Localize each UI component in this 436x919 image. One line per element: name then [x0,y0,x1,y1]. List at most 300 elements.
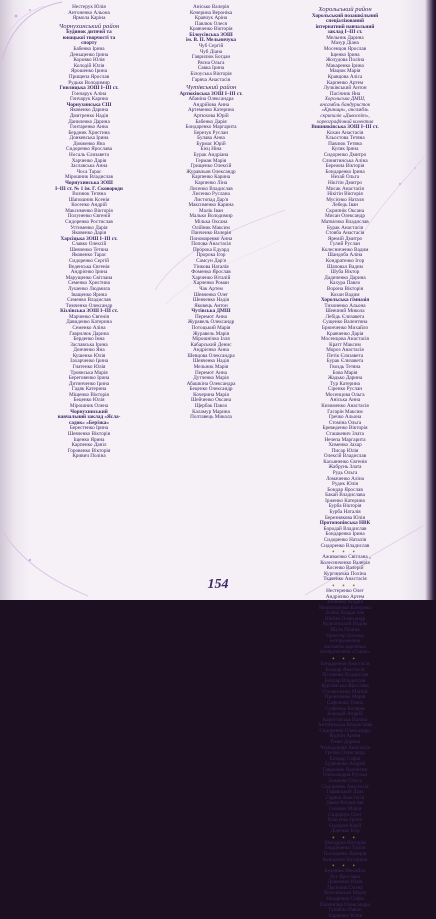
section-separator: • • • [332,862,358,871]
student-name: Іщенко Ярина [73,436,105,443]
student-name: Поліщенко Валерія [323,851,367,857]
school-heading: Кізлівська ЗОШ I–III ст. [60,308,118,315]
student-name: Донченко Яна [73,347,105,354]
student-name: Журавель Олександр [187,319,235,326]
student-name: Береговенко Ірина [68,375,110,382]
student-name: Бондаренко Ірина [325,531,365,538]
student-name: Карпенко Даніл [71,442,107,449]
student-name: Ломаченко Аліна [326,475,364,482]
student-name: Сидоренко Владислав [320,542,370,549]
student-name: Довженко Яна [73,140,105,147]
district-heading: Хорольський район [318,6,372,13]
student-name: Карпенко Ліна [194,179,228,186]
student-name: Тур Катерина [330,380,360,387]
school-heading: Харсіцька ЗОШ I–III ст. [60,235,118,242]
column-middle [146,5,276,577]
student-name: Касьяненко Євгенія [323,458,367,465]
student-name: Бережна Вікторія [325,163,365,170]
student-name: Артеменко Катерина [188,107,234,114]
student-name: Чуб Діана [199,48,223,55]
student-name: Журавльов Олександр [186,168,236,175]
student-name: Мірошнічко Ілля [192,336,230,343]
student-name: Кравцова Аліса [327,73,363,80]
student-name: Бондар Анастасія [325,666,365,673]
student-name: Кохан Вадим [330,291,360,298]
ensemble-note: Хорольська ДМШ, [324,96,366,103]
student-name: Писар Юлія [331,447,359,454]
school-heading: заклад I–III ст. [327,29,363,36]
student-name: Шабан Олександр [324,615,366,622]
student-name: Бабенко Ірина [73,46,105,53]
student-name: Гончарук Аліна [71,90,107,97]
student-name: Бондаренко Маргарита [185,124,237,131]
student-name: Журавель Марія [192,330,230,337]
student-name: Максименко Вікторія [65,207,113,214]
student-name: Андрієнко Артем [325,593,365,600]
student-name: Хльостова Тетяна [325,135,365,142]
student-name: Нестеренко Олег [326,587,364,594]
student-name: Харченко Роман [193,280,229,287]
student-name: Пшеничка Олександра [319,901,371,908]
student-name: Ярмола Каріна [72,15,106,22]
student-name: Мазур Діана [331,40,359,47]
school-heading: Будинок дитячої та [66,29,112,36]
student-name: Бурак Єлизавета [326,358,364,365]
student-name: Яковенко Дарина [69,107,109,114]
student-name: Бурак Андріана [193,152,229,159]
student-name: Тупайло Павло [328,907,362,914]
student-name: Перемот Анна [195,313,227,320]
student-name: Жадько Дарина [327,375,363,382]
student-name: Хименко Захар [328,442,362,449]
student-name: Бондар Владислав [324,677,366,684]
student-name: Полуненко Євгеній [67,213,111,220]
student-name: Яковенко Дарія [71,230,107,237]
student-name: Доренко Ігор [330,828,360,835]
student-name: Кочерина Марія [193,391,229,398]
student-name: Гнатенко Юлія [72,364,106,371]
student-name: Деньщенко Ірина [69,51,109,58]
student-name: Мосенцов Ярослав [323,46,367,53]
student-name: Мисак Анастасія [326,185,364,192]
student-name: Гвоздь Тетяна [329,364,361,371]
student-name: Шевцова Олександра [187,352,235,359]
student-name: Максименко Карина [188,202,234,209]
student-name: Шандоба Аліна [327,252,363,259]
student-name: Колесниченко Вадим [321,246,369,253]
student-name: Бондар Софія [329,755,361,762]
student-name: Харченко Дарія [71,157,107,164]
student-name: Бабенко Дарія [195,118,227,125]
student-name: Мосенцова Ольга [325,391,365,398]
student-name: Гречко Олександр [325,750,365,757]
student-name: Кравчук Аріна [194,15,228,22]
student-name: Абаніна Олександра [188,96,234,103]
student-name: Малік Іван [199,207,223,214]
student-name: Карпенко Карина [191,174,231,181]
student-name: Іщенко Ірина [330,51,360,58]
student-name: Матвієнко Владислав [321,218,369,225]
student-name: Бієц Ніна [200,146,222,153]
student-name: Кулик Ірина [331,146,359,153]
student-name: Власенко Ірина [327,817,363,824]
student-name: Іващенко Ярина [71,291,107,298]
student-name: Кохан Анастасія [326,129,364,136]
student-name: Курган Артем [329,733,361,740]
student-name: Лебідь Єлизавета [325,313,365,320]
student-name: Скрипнік Оксана [325,207,365,214]
student-name: Гречко Альона [328,414,362,421]
district-heading: Чутівський район [185,84,237,92]
student-name: Брюнченко Михайло [321,324,369,331]
student-name: Петік Єлизавета [326,352,364,359]
student-name: Дадиченко Дарина [324,274,366,281]
student-name: Славко Олексій [71,241,107,248]
student-name: Фоменко Ярослав [191,269,231,276]
student-name: Тімко Дарина [329,739,361,746]
section-separator: • • • [332,833,358,842]
student-name: Бурмас Юрій [196,140,226,147]
school-heading: садок» «Берізка» [69,419,109,426]
student-name: Устименко Дарія [70,224,108,231]
student-name: Заславська Анна [70,163,108,170]
student-name: Бондаренко Анастасія [320,660,370,667]
student-name: Щербак Павло [194,403,228,410]
student-name: Самсун Дар'я [196,258,226,265]
student-name: Андрієнко Анна [193,347,229,354]
school-heading: інтернатний навчальний [315,23,375,30]
student-name: Пророка Ігор [196,252,226,259]
student-name: Донкевська Ірина [69,135,109,142]
student-name: Бурба Наталія [329,509,361,516]
student-name: Лісовенко Владислав [321,672,369,679]
student-name: Давиденко Катерина [66,319,112,326]
student-name: Нечепа Маргарита [324,436,366,443]
student-name: Рудь Ольга [332,470,358,476]
student-name: Сіренко Руслан [327,386,363,393]
ensemble-note: ансамбль бандуристок [319,101,371,108]
student-name: Карпенко Артем [326,79,364,86]
student-name: Захарченко Ірина [69,358,109,365]
school-heading: Протопопівська НВК [319,520,371,527]
student-name: Гаряча Анастасія [191,76,231,83]
student-name: Гаряча Анастасія [325,794,365,801]
student-name: Андрієнко Ірина [70,269,108,276]
student-name: Гадяк Катерина [71,386,107,393]
student-name: Дяюн Владислав [326,800,364,807]
student-name: Лисенко Владислав [189,185,233,192]
student-name: Дутченко Марія [193,375,229,382]
student-name: Тінкова Наталія [193,263,229,270]
student-name: Олександрів Руслан [322,772,368,779]
student-name: Гаврилюк Валентин [322,766,368,773]
student-name: Шаповал Вадим [327,263,363,270]
student-name: Нікітін Дмитро [327,179,363,186]
student-name: Сидоров Юрій [328,822,362,829]
school-heading: Чорнухинська СШ [66,101,112,108]
student-name: Бреведенко Вікторія [322,425,368,432]
student-name: Мілька Оксана [194,218,228,225]
student-name: Рудько Володимир [68,79,110,86]
student-name: Колесниченко Валерія [320,559,370,566]
student-name: Шуть Поліна [330,627,360,634]
student-name: Лебедь Іван [331,202,359,209]
student-name: Сидоренко Ярослава [66,146,112,153]
student-name: Гонтаренко Анна [70,124,108,131]
student-name: Беценко Юлія [73,397,105,404]
student-name: Колодій Юлія [73,62,105,69]
student-name: Марченко Євгенія [68,313,110,320]
student-name: Лисенко Руслана [192,191,230,198]
student-name: Кургинська Поліна [323,570,367,577]
student-name: Стоміна Ольга [328,419,362,426]
student-name: Головко Марія [328,805,362,812]
student-name: Сидоренко Анастасія [321,783,369,790]
student-name: Міщенко Вікторія [69,391,109,398]
student-name: Лучківський Антон [323,85,367,92]
student-name: Коростиська Поліна [322,716,368,723]
column-right [272,5,418,919]
student-name: Назаренко Софія [326,896,364,903]
student-name: Перемот Анна [195,369,227,376]
student-name: Бакай Владислава [325,492,365,499]
student-name: Сущенко Валентина [322,319,368,326]
student-name: Бердник Христина [68,129,110,136]
student-name: Харченко Віталій [191,274,231,281]
student-name: Чуб Сергій [198,43,224,50]
student-name: Шапошник Ксенія [68,196,110,203]
student-name: Гончарук Карина [70,96,108,103]
student-name: Проніченко Марія [324,694,366,701]
student-name: Кахура Павло [329,280,361,287]
student-name: Бойко Владислав [326,610,364,617]
school-heading: спеціалізований [326,18,364,25]
student-name: Троянська Марія [70,369,108,376]
student-name: Семенко Аліна [72,324,106,331]
student-name: Сидоренко Олександра [319,727,371,734]
student-name: Потоцький Марія [191,324,231,331]
school-heading: Чорнухинський [70,408,108,415]
student-name: Харченко Юлія [327,912,363,919]
ensemble-note: «Криниця», ансамбль [321,107,369,114]
student-name: Стовба Анастасія [325,230,365,237]
student-name: Гаврилюк Дарина [69,330,109,337]
student-name: Даниленко Дарина [68,118,110,125]
student-name: Сидорчук Олег [328,811,362,818]
student-name: Бут Ярослава [330,873,360,880]
student-name: Косенко Валерій [326,565,364,572]
section-separator: • • • [332,654,358,663]
student-name: Рясна Ольга [197,59,225,66]
student-name: Березук Руслан [193,129,229,136]
district-heading: Чорнухинський район [58,22,120,30]
student-name: Шевченко Надія [192,297,230,304]
student-name: Білоуська Вікторія [190,70,232,77]
student-name: Семенко Владислав [67,297,111,304]
student-name: Чемодурова Анастасія [320,744,370,751]
student-name: Горовенко Вікторія [67,447,111,454]
student-name: Берестенко Ірина [69,425,109,432]
student-name: Котелевська Марія [324,890,366,897]
student-name: Бондаренко Ірина [325,168,365,175]
student-name: Березнякова Юлія [325,514,365,521]
school-heading: ім. В. П. Мельничука [185,37,237,44]
student-name: Аніська Анна [329,397,361,404]
school-heading: навчальний заклад «Ясла- [57,414,121,421]
student-name: Пономаренко Анна [189,235,233,242]
student-name: Нестерук Юлія [72,4,106,10]
school-heading: Артюхівська ЗОШ I–III ст. [179,90,243,97]
student-name: Мандріна Вікторія [324,839,366,846]
student-name: Чоса Тарас [76,168,102,175]
student-name: Шевченко Олег [193,291,229,298]
student-name: Гагарін Максим [327,408,363,415]
student-name: Пасічник Олена [327,884,363,891]
student-name: Сидоренко Ростислав [65,218,113,225]
student-name: Коніценко Катерина [322,856,368,863]
student-name: Кабарський Денис [190,341,232,348]
student-name: Олексій Владислав [323,453,367,460]
student-name: Нехай Ольга [330,174,359,181]
student-name: Шевченко Тетяна [69,246,109,253]
student-name: Мисан Олександр [325,213,365,220]
student-name: Вознюк Тетяна [72,191,106,198]
student-name: Кравченко Дарія [326,330,364,337]
student-name: Герман Марія [195,157,227,164]
student-name: Полтавець Микола [190,414,232,421]
student-name: Ничипоренко Катерина [319,604,371,611]
student-name: Дмитренко Надія [69,113,109,119]
school-heading: спорту [81,40,97,47]
school-heading: юнацької творчості та [62,34,116,41]
ensemble-note: інструментів [329,638,361,645]
student-name: Ворона Вікторія [326,285,364,292]
student-name: Марущенко Світлана [65,274,113,281]
student-name: Попова Анастасія [191,241,231,248]
student-name: Кратт Максим [329,341,361,348]
student-name: Гаравський Діма [326,789,364,796]
student-name: Слинятинська Аліна [322,157,368,164]
student-name: Мороз Анастасія [326,347,364,354]
student-name: Шевченко Вікторія [67,430,111,437]
student-name: Мірошник Олена [69,403,109,410]
student-name: Кривич Поліна [72,453,106,460]
school-heading: Хорольський позашкільний [311,12,379,19]
school-heading: I–III ст. № 1 ім. Г. Сковороди [55,185,123,192]
student-name: Бурба Вікторія [328,503,362,510]
student-name: Кургинський Вадим [322,621,368,628]
section-separator: • • • [332,548,358,557]
student-name: Веденська Євгенія [68,263,110,270]
student-name: Кравченко Вікторія [189,26,233,33]
school-heading: Хорольська гімназія [320,297,370,304]
student-name: Антонівська Владислава [317,722,373,729]
school-heading: Білоусівська ЗОШ [189,31,233,38]
student-name: Берденко Інна [73,336,105,343]
student-name: Бова Марія [332,369,358,376]
student-name: Довженко Юлія [327,879,363,886]
school-heading: Вишняківська ЗОШ I–III ст. [311,124,379,131]
section-separator: • • • [332,581,358,590]
student-name: Мацюк Марія [329,68,361,75]
student-name: Буряченко Андрій [324,761,366,768]
student-name: Ярошенко Ірина [70,68,108,75]
student-name: Носаль Єлизавета [69,152,109,159]
student-name: Буденюк Михайло [324,868,366,875]
student-name: Семенко Христина [68,280,110,287]
student-name: Кочерина Вероніка [189,9,233,16]
student-name: Бердиченко Таїсія [325,845,365,852]
student-name: Ткаченко Анастасія [323,576,367,583]
student-name: Бондар Ярослав [327,486,363,493]
student-name: Абашкіна Олександра [186,380,236,387]
student-name: Косенко Андрій [71,202,107,209]
student-name: Тимченко Олександр [65,302,113,309]
student-name: Сидоренко Сергій [68,258,110,265]
student-name: Зінченко Андрій [326,599,364,606]
student-name: Андрійова Анна [192,101,230,108]
student-name: Мірошник Владислав [64,174,113,181]
student-name: Яремій Дмитро [327,235,363,242]
school-heading: Гнилицька ЗОШ I–III ст. [59,85,119,92]
student-name: Шейченко Оксана [190,397,232,404]
student-name: Шевчний Микола [325,308,365,315]
student-name: Тихоненко Альона [324,302,366,309]
ensemble-note: ансамбль народних [323,643,367,650]
student-name: Яковенко Тарас [71,252,107,259]
page-number: 154 [207,577,229,592]
student-name: Малько Володимир [189,213,233,220]
student-name: Яковець Антон [194,302,228,309]
student-name: Прищепа Ярослав [68,73,110,80]
student-name: Шевченко Надія [192,358,230,365]
ensemble-note: хореографічний колектив [316,118,374,125]
student-name: Ірженко Катерина [325,497,365,504]
student-name: Беценко Олександр [189,386,233,393]
student-name: Чак Артем [199,285,223,292]
student-name: Павлюк Олеся [194,20,228,27]
school-heading: Чутівська ДМШ [191,308,231,315]
student-name: Мельник Дарина [326,34,364,41]
ensemble-note: Оркестр духових [326,632,364,639]
student-name: Мосенцова Анастасія [321,336,369,343]
student-name: Нікітін Вікторія [327,191,363,198]
student-name: Сташкевич Злата [326,430,364,437]
student-name: Панченко Валерія [191,230,231,237]
student-name: Стелянченко Матвій [322,688,368,695]
student-name: Сидоренко Дмитро [323,152,367,159]
student-name: Кизименко Анастасія [321,403,369,410]
student-name: Жабрунь Злата [328,464,362,471]
student-name: Дитинченко Ірина [68,380,110,387]
student-name: Листопад Дар'я [193,196,229,203]
school-heading: Чорнухинська ЗОШ [65,179,113,186]
student-name: Артюхова Юрій [193,113,229,119]
student-name: Антоненко Альона [68,9,110,16]
student-name: Лушенко Людмила [68,285,110,292]
student-name: Аживаєнко Світлана [322,554,368,561]
student-name: Макаренко Ірина [326,62,364,69]
student-name: Кушенко Юлія [72,352,106,359]
student-name: Мусієнко Наталя [326,196,364,203]
student-name: Бородай Андрій [327,711,363,718]
student-name: Сидоренко Наталія [323,536,367,543]
student-name: Грищенко Олексій [190,163,232,170]
student-name: Софіенко Валерія [325,705,365,712]
student-name: Олійник Максим [192,224,230,231]
student-name: Гаврилюк Богдан [191,54,231,61]
column-left [28,5,150,577]
